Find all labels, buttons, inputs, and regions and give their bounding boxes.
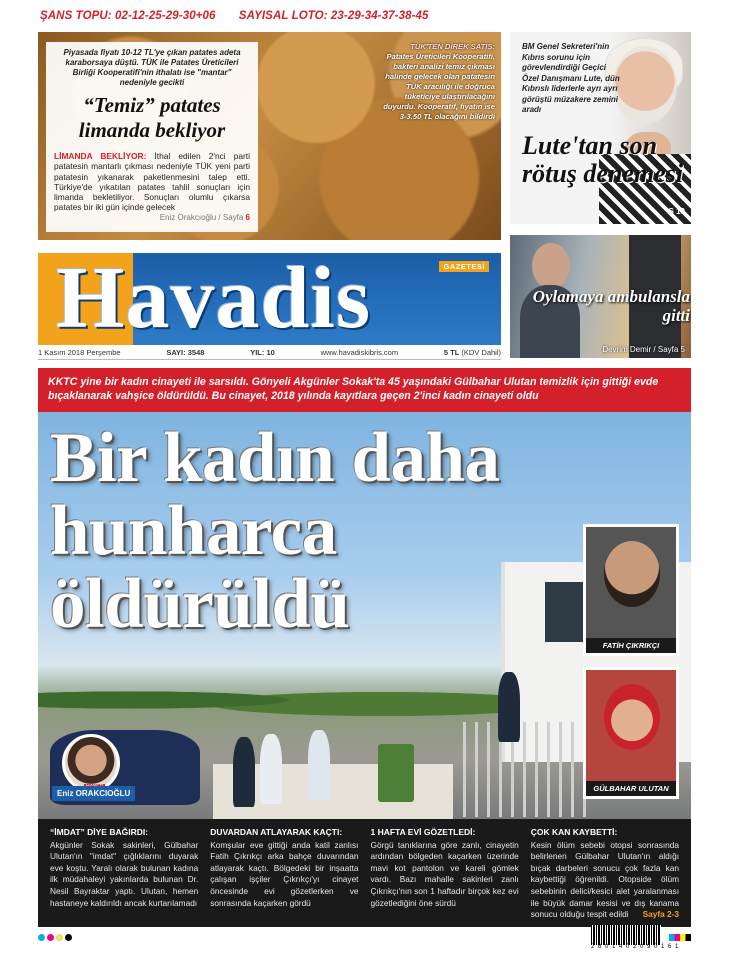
barcode — [591, 925, 661, 945]
photo-officer — [308, 730, 330, 800]
main-headline-line-3: öldürüldü — [50, 565, 350, 643]
column-page: Sayfa 2-3 — [642, 909, 679, 920]
potato-body-text: İthal edilen 2'nci parti patatesin mantarlı çıkması nedeniyle TÜK yeni parti patatesin yıkanarak paketlenmesini talep etti. Türkiye'de yıkatılan patates tahlil sonuçları için limanda bekletiliyor. Sonuçları olumlu çıkarsa patates bir iki gün içinde gelecek — [54, 151, 250, 213]
havadis-logo: Havadis — [56, 250, 372, 347]
photo-gate — [463, 722, 588, 817]
main-story-photo[interactable] — [38, 412, 691, 819]
victim-caption: GÜLBAHAR ULUTAN — [586, 781, 676, 796]
print-swatch-magenta — [47, 934, 54, 941]
photo-person — [498, 672, 520, 742]
story-column — [204, 827, 364, 921]
reporter-name: Eniz ORAKCIOĞLU — [52, 786, 135, 801]
potato-lead: Piyasada fiyatı 10-12 TL'ye çıkan patates adeta karaborsaya düştü. TÜK ile Patates Üreticileri Birliği Kooperatifi'nin ithalatı ise "mantar" nedeniyle gecikti — [63, 48, 241, 87]
photo-officer — [233, 737, 255, 807]
sans-topu: ŞANS TOPU: 02-12-25-29-30+06 — [40, 10, 216, 22]
print-swatch-black — [65, 934, 72, 941]
column-title: ÇOK KAN KAYBETTİ: — [530, 827, 618, 837]
oylama-headline: Oylamaya ambulansla gitti — [532, 287, 690, 325]
victim-face — [604, 684, 660, 750]
main-headline-line-2: hunharca — [50, 492, 337, 570]
lute-page: S 10 — [668, 207, 685, 216]
color-bar — [669, 934, 691, 941]
suspect-caption: FATİH ÇIKRIKÇI — [586, 638, 676, 653]
oylama-photo-head — [532, 243, 570, 289]
photo-trees — [38, 680, 498, 720]
issue-number: SAYI: 3548 — [166, 348, 205, 357]
oylama-byline: Devrim Demir / Sayfa 5 — [602, 345, 685, 354]
story-column — [365, 827, 525, 921]
column-text: Komşular eve gittiği anda katil zanlısı Fatih Çıkrıkçı arka bahçe duvarından atlayarak kaçtı. Bölgedeki bir inşaatta çalışan işçiler Çıkrıkçı'yı cinayet öncesinde evi gözetlerken ve sonrasında kaçarken gördü — [210, 839, 359, 908]
price-block — [444, 348, 501, 357]
potato-headline: “Temiz” patates limanda bekliyor — [78, 93, 226, 142]
column-title: 1 HAFTA EVİ GÖZETLEDİ: — [370, 827, 476, 837]
vat-note: (KDV Dahil) — [461, 348, 501, 357]
column-text: Akgünler Sokak sakinleri, Gülbahar Ulutan'ın "imdat" çığlıklarını duyarak eve koştu. Yaralı olarak bulunan kadına ilk müdahaleyi yakınlarda bulunan Dr. Nesil Bayraktar yaptı. Ulutan, hemen hastaneye kaldırıldı ancak kurtarılamadı — [50, 839, 199, 908]
photo-bin — [378, 744, 414, 802]
story-column — [44, 827, 204, 921]
reporter-badge — [52, 734, 140, 814]
victim-photo[interactable] — [583, 667, 679, 799]
issue-date: 1 Kasım 2018 Perşembe — [38, 348, 121, 357]
potato-side-note — [375, 42, 495, 122]
potato-page: 6 — [245, 212, 250, 222]
column-title: DUVARDAN ATLAYARAK KAÇTI: — [210, 827, 343, 837]
photo-officer — [260, 734, 282, 804]
lute-story[interactable] — [510, 32, 691, 224]
potato-side-text: Patates Üreticileri Kooperatifi, bakteri analizi temiz çıkması halinde gelecek olan patatesin TÜK aracılığı ile doğruca tüketiciye ulaştırılacağını duyurdu. Kooperatif, fiyatın ise 3-3.50 TL olacağını bildirdi — [383, 52, 495, 121]
main-story-strap: KKTC yine bir kadın cinayeti ile sarsıldı. Gönyeli Akgünler Sokak'ta 45 yaşındaki Gülbahar Ulutan temizlik için gittiği evde bıçaklanarak vahşice öldürüldü. Bu cinayet, 2018 yılında kayıtlara geçen 2'inci kadın cinayeti oldu — [38, 368, 691, 412]
suspect-photo[interactable] — [583, 524, 679, 656]
suspect-face — [604, 541, 660, 607]
barcode-number: 2 8 0 1 4 0 2 0 9 0 1 6 1 — [591, 944, 680, 950]
potato-story-textbox — [46, 42, 258, 232]
potato-kicker: LİMANDA BEKLİYOR: — [54, 151, 147, 161]
masthead[interactable] — [38, 250, 501, 347]
main-headline — [50, 419, 500, 643]
story-column — [525, 827, 685, 921]
column-title: “İMDAT” DİYE BAĞIRDI: — [50, 827, 149, 837]
story-columns — [38, 819, 691, 927]
potato-body — [54, 151, 250, 222]
lute-headline: Lute'tan son rötuş denemesi — [522, 131, 684, 188]
price: 5 TL — [443, 348, 460, 357]
print-swatch-yellow — [56, 934, 63, 941]
dateline — [38, 348, 501, 360]
lute-photo — [613, 46, 677, 124]
lute-summary: BM Genel Sekreteri'nin Kıbrıs sorunu için görevlendirdiği Geçici Özel Danışmanı Lute, dün Kıbrıslı liderlerle ayrı ayrı görüştü müzakere zemini aradı — [522, 42, 620, 114]
potato-side-kicker: TÜK'TEN DİREK SATIŞ: — [410, 42, 495, 51]
main-headline-line-1: Bir kadın daha — [50, 419, 500, 497]
issue-year: YIL: 10 — [250, 348, 275, 357]
sayisal-loto: SAYISAL LOTO: 23-29-34-37-38-45 — [238, 10, 429, 22]
potato-story[interactable] — [38, 32, 501, 240]
lotto-results — [40, 10, 449, 22]
potato-byline: Eniz Orakcıoğlu / Sayfa 6 — [159, 212, 250, 222]
gazetesi-label: GAZETESİ — [439, 261, 489, 272]
column-text: Görgü tanıklarına göre zanlı, cinayetin ardından bölgeden kaçarken üzerinde mavi kot pantolon ve kareli gömlek vardı. Bazı mahalle sakinleri zanlı Çıkrıkçı'nın son 1 haftadır birçok kez evi gözetlediğini öne sürdü — [370, 839, 519, 908]
column-text: Kesin ölüm sebebi otopsi sonrasında belirlenen Gülbahar Ulutan'ın aldığı bıçak darbeleri sonucu çok fazla kan kaybettiği öğrenildi. Otopside ölüm sebebinin delici/kesici alet yaralanması ile büyük damar kesisi ve dış kanama sonucu olduğu tespit edildi Sayfa 2-3 — [530, 839, 679, 920]
oylama-story[interactable] — [510, 235, 691, 358]
print-swatch-cyan — [38, 934, 45, 941]
website[interactable]: www.havadiskibris.com — [320, 348, 399, 357]
